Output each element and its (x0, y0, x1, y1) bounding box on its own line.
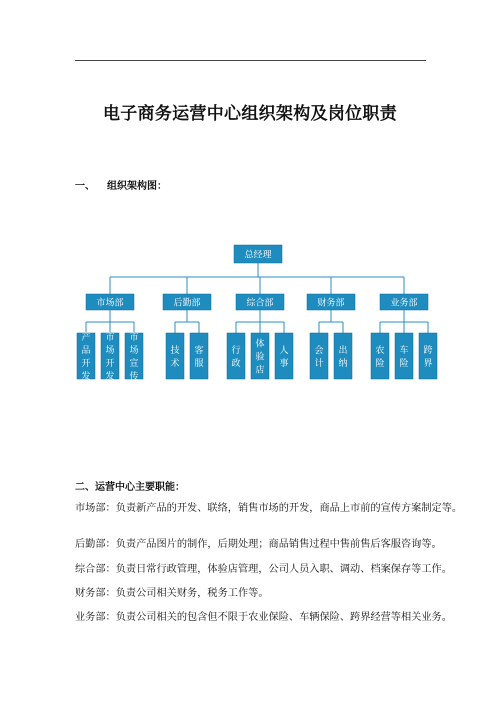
org-role-box-char: 行 (231, 346, 241, 356)
org-role-box (251, 333, 269, 379)
org-role-box-char: 险 (399, 359, 409, 369)
org-role-box (395, 333, 413, 379)
org-role-box-char: 人 (279, 346, 289, 356)
page-title: 电子商务运营中心组织架构及岗位职责 (102, 104, 398, 124)
org-role-box-char: 事 (279, 359, 289, 369)
org-dept-box-label: 业务部 (390, 298, 418, 309)
org-role-box-char: 农 (375, 346, 385, 356)
org-dept-box (380, 294, 428, 310)
org-role-box-char: 险 (375, 359, 385, 369)
org-role-box (371, 333, 389, 379)
org-root-box (234, 245, 282, 263)
org-role-box (190, 333, 208, 379)
org-role-box-char: 技 (170, 346, 180, 356)
org-role-box-char: 发 (105, 372, 115, 382)
org-role-box-char: 纳 (338, 359, 348, 369)
org-role-box-char: 服 (194, 359, 204, 369)
org-role-box-char: 界 (423, 359, 433, 369)
org-role-box (334, 333, 352, 379)
org-role-box-char: 体 (255, 339, 265, 350)
org-role-box-char: 开 (105, 359, 115, 369)
org-dept-box (236, 294, 284, 310)
org-role-box-char: 验 (255, 352, 265, 363)
org-role-box-char: 政 (231, 359, 241, 369)
section-1-number: 一、 (75, 181, 95, 192)
duty-market: 市场部：负责新产品的开发、联络，销售市场的开发，商品上市前的宣传方案制定等。 (75, 503, 463, 514)
org-role-box-char: 车 (399, 346, 409, 356)
org-role-box-char: 品 (81, 346, 91, 356)
org-role-box (125, 331, 143, 382)
org-dept-box-label: 财务部 (317, 298, 345, 309)
org-dept-box (163, 294, 211, 310)
org-role-box-char: 发 (81, 372, 91, 382)
org-role-box-char: 客 (194, 346, 204, 356)
org-role-box-char: 计 (314, 359, 324, 369)
org-dept-box-label: 综合部 (246, 298, 274, 309)
duty-finance: 财务部：负责公司相关财务，税务工作等。 (75, 588, 269, 599)
org-role-box-char: 场 (129, 346, 139, 356)
duty-general: 综合部：负责日常行政管理，体验店管理，公司人员入职、调动、档案保存等工作。 (75, 564, 452, 575)
org-dept-box-label: 市场部 (96, 298, 124, 309)
section-1-heading: 组织架构图： (107, 181, 167, 192)
org-role-box-char: 市 (105, 333, 115, 343)
org-dept-box-label: 后勤部 (173, 298, 201, 309)
org-role-box-char: 市 (129, 333, 139, 343)
org-role-box-char: 术 (170, 359, 180, 369)
duty-logistics: 后勤部：负责产品图片的制作，后期处理；商品销售过程中售前售后客服咨询等。 (75, 539, 442, 550)
org-role-box (166, 333, 184, 379)
org-dept-box (86, 294, 134, 310)
org-role-box-char: 开 (81, 359, 91, 369)
org-role-box (419, 333, 437, 379)
org-role-box (275, 333, 293, 379)
section-2-heading: 二、运营中心主要职能： (75, 482, 185, 493)
duty-business: 业务部：负责公司相关的包含但不限于农业保险、车辆保险、跨界经营等相关业务。 (75, 612, 452, 623)
org-role-box (101, 331, 119, 382)
org-role-box (227, 333, 245, 379)
org-role-box (77, 331, 95, 382)
org-dept-box (307, 294, 355, 310)
org-role-box-char: 传 (129, 372, 139, 382)
org-role-box (310, 333, 328, 379)
org-role-box-char: 产 (81, 333, 91, 343)
org-role-box-char: 会 (314, 346, 324, 356)
org-role-box-char: 场 (105, 346, 115, 356)
org-role-box-char: 店 (255, 365, 265, 376)
org-role-box-char: 出 (338, 346, 348, 356)
org-root-box-label: 总经理 (244, 250, 272, 261)
org-role-box-char: 宣 (129, 359, 139, 369)
org-role-box-char: 跨 (423, 346, 433, 356)
